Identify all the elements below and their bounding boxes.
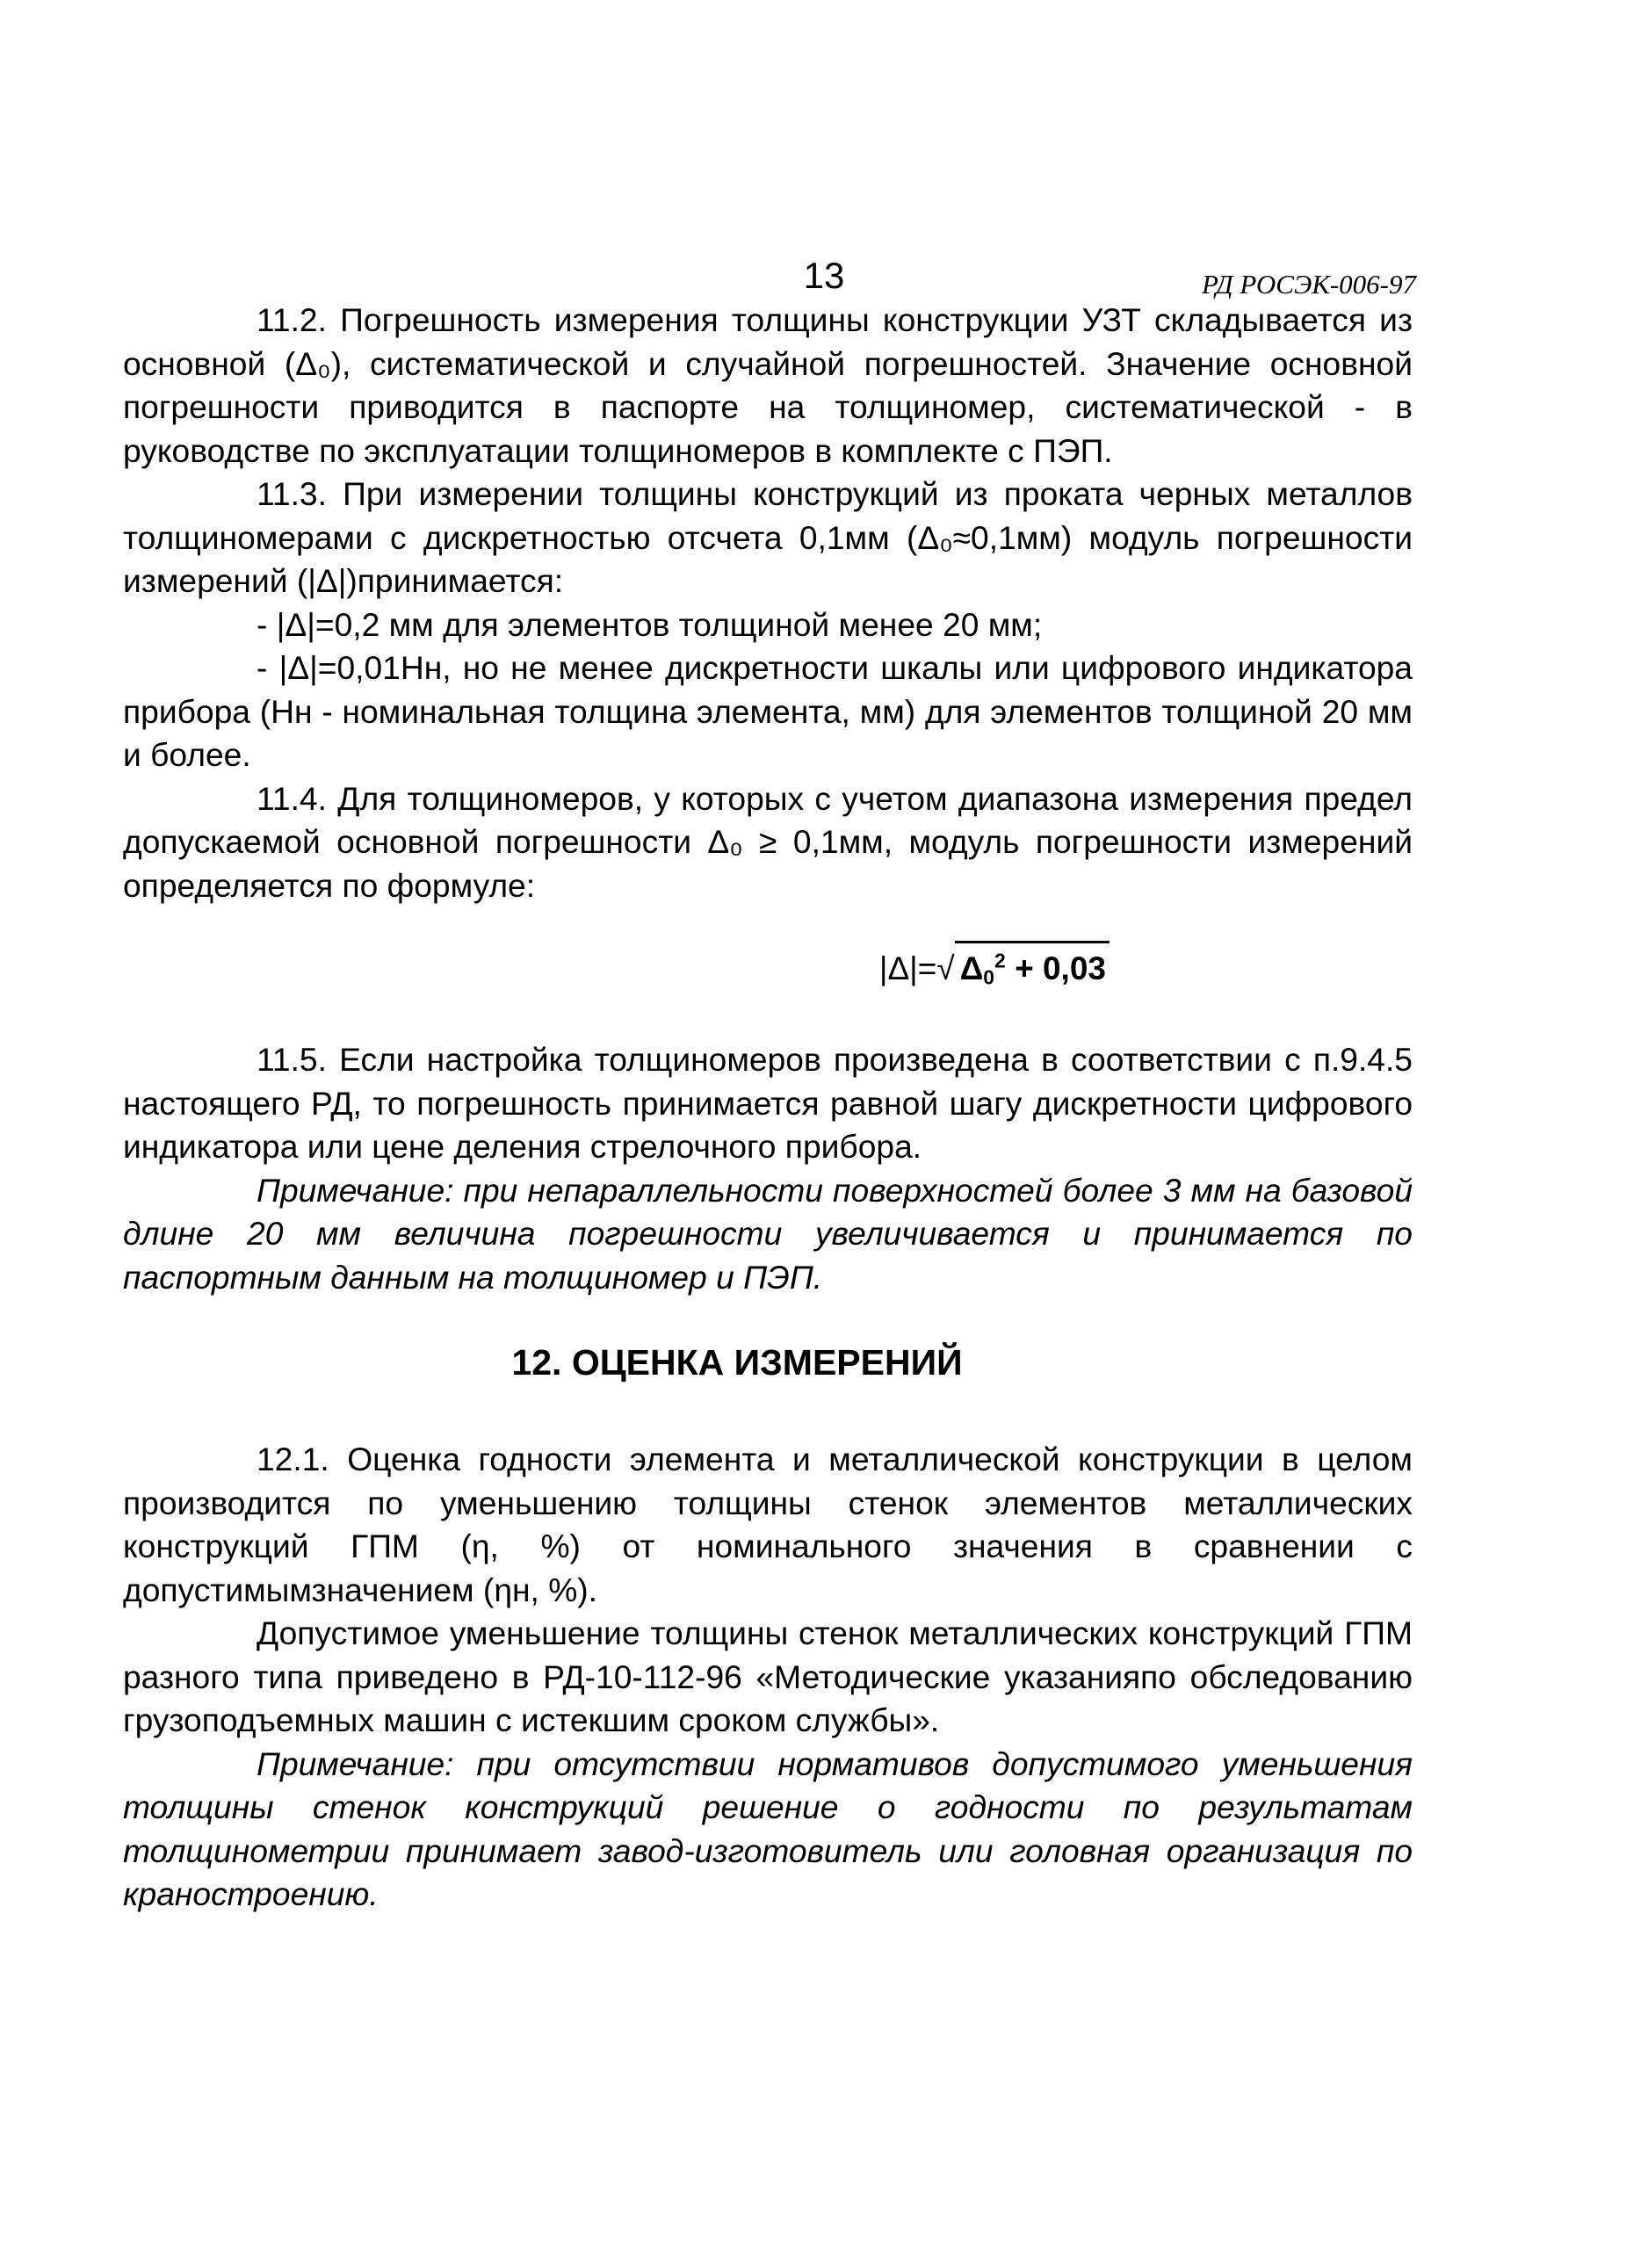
formula-subscript: 0 bbox=[983, 965, 995, 989]
document-id: РД РОСЭК-006-97 bbox=[1202, 269, 1416, 300]
formula-lhs: |Δ|=√ bbox=[878, 950, 955, 986]
list-item: - |Δ|=0,01Hн, но не менее дискретности шкалы или цифрового индикатора прибора (Hн - номинальная толщина элемента, мм) для элементов толщиной 20 мм и более. bbox=[123, 649, 1413, 773]
list-item: - |Δ|=0,2 мм для элементов толщиной менее 20 мм; bbox=[257, 605, 1043, 643]
section-heading: 12. ОЦЕНКА ИЗМЕРЕНИЙ bbox=[511, 1342, 963, 1383]
paragraph-12-1: 12.1. Оценка годности элемента и металлической конструкции в целом производится по уменьшению толщины стенок элементов металлических конструкций ГПМ (η, %) от номинального значения в сравнении с допустимымзначением (ηн, %). bbox=[123, 1441, 1413, 1608]
formula-superscript: 2 bbox=[994, 949, 1006, 972]
formula-delta: Δ bbox=[959, 950, 984, 986]
note-paragraph: Примечание: при отсутствии нормативов допустимого уменьшения толщины стенок конструкций решение о годности по результатам толщинометрии принимает завод-изготовитель или головная организация по краностроению. bbox=[123, 1744, 1413, 1912]
formula-radicand bbox=[955, 941, 1110, 991]
paragraph-11-5: 11.5. Если настройка толщиномеров произведена в соответствии с п.9.4.5 настоящего РД, то погрешность принимается равной шагу дискретности цифрового индикатора или цене деления стрелочного прибора. bbox=[123, 1041, 1413, 1165]
note-paragraph: Примечание: при непараллельности поверхностей более 3 мм на базовой длине 20 мм величина погрешности увеличивается и принимается по паспортным данным на толщиномер и ПЭП. bbox=[123, 1171, 1413, 1296]
formula-constant: + 0,03 bbox=[1005, 950, 1106, 986]
page-number: 13 bbox=[803, 255, 845, 296]
paragraph-11-2: 11.2. Погрешность измерения толщины конструкции УЗТ складывается из основной (Δ₀), систематической и случайной погрешностей. Значение основной погрешности приводится в паспорте на толщиномер, систематической - в руководстве по эксплуатации толщиномеров в комплекте с ПЭП. bbox=[123, 301, 1413, 469]
document-body bbox=[123, 299, 1413, 1917]
paragraph-12-1-continuation: Допустимое уменьшение толщины стенок металлических конструкций ГПМ разного типа приведено в РД-10-112-96 «Методические указанияпо обследованию грузоподъемных машин с истекшим сроком службы». bbox=[123, 1614, 1413, 1738]
formula bbox=[123, 941, 1413, 991]
paragraph-11-4: 11.4. Для толщиномеров, у которых с учетом диапазона измерения предел допускаемой основной погрешности Δ₀ ≥ 0,1мм, модуль погрешности измерений определяется по формуле: bbox=[123, 779, 1413, 904]
paragraph-11-3: 11.3. При измерении толщины конструкций из проката черных металлов толщиномерами с дискретностью отсчета 0,1мм (Δ₀≈0,1мм) модуль погрешности измерений (|Δ|)принимается: bbox=[123, 475, 1413, 599]
